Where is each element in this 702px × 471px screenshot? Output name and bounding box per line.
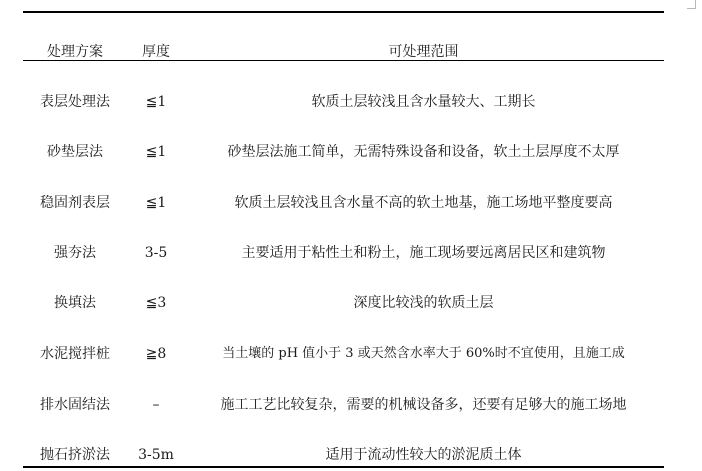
table-row: [23, 342, 664, 366]
header-method: 处理方案: [47, 44, 103, 60]
thickness-cell: –: [152, 397, 160, 413]
scope-cell: 适用于流动性较大的淤泥质土体: [325, 447, 522, 463]
table-row: [23, 241, 664, 265]
header-scope: 可处理范围: [388, 44, 459, 60]
page-corner-mark: [687, 0, 696, 9]
thickness-cell: ≦3: [145, 295, 167, 311]
table-header-rule: [23, 60, 664, 61]
method-cell: 强夯法: [54, 245, 96, 261]
method-cell: 水泥搅拌桩: [40, 346, 110, 362]
method-cell: 稳固剂表层: [40, 195, 110, 211]
scope-cell: 当土壤的 pH 值小于 3 或天然含水率大于 60%时不宜使用，且施工成: [222, 346, 625, 361]
table-row: [23, 90, 664, 114]
table-row: [23, 393, 664, 417]
method-cell: 换填法: [54, 295, 96, 311]
thickness-cell: 3-5m: [138, 447, 174, 463]
scope-cell: 深度比较浅的软质土层: [353, 295, 494, 311]
scope-cell: 软质土层较浅且含水量不高的软土地基，施工场地平整度要高: [234, 195, 613, 211]
scope-cell: 主要适用于粘性土和粉土，施工现场要远离居民区和建筑物: [241, 245, 606, 261]
table-top-rule: [23, 11, 664, 13]
scope-cell: 施工工艺比较复杂，需要的机械设备多，还要有足够大的施工场地: [220, 397, 627, 413]
thickness-cell: ≦1: [145, 94, 167, 110]
thickness-cell: 3-5: [144, 245, 168, 261]
table-row: [23, 140, 664, 164]
method-cell: 砂垫层法: [47, 144, 103, 160]
thickness-cell: ≦1: [145, 144, 167, 160]
scope-cell: 砂垫层法施工简单，无需特殊设备和设备，软土土层厚度不太厚: [227, 144, 620, 160]
table-row: [23, 291, 664, 315]
header-thickness: 厚度: [142, 44, 170, 60]
table-row: [23, 443, 664, 467]
method-cell: 抛石挤淤法: [40, 447, 110, 463]
thickness-cell: ≦1: [145, 195, 167, 211]
method-cell: 排水固结法: [40, 397, 110, 413]
scope-cell: 软质土层较浅且含水量较大、工期长: [311, 94, 536, 110]
table-row: [23, 191, 664, 215]
thickness-cell: ≧8: [145, 346, 167, 362]
method-cell: 表层处理法: [40, 94, 110, 110]
table-bottom-rule: [23, 466, 664, 468]
